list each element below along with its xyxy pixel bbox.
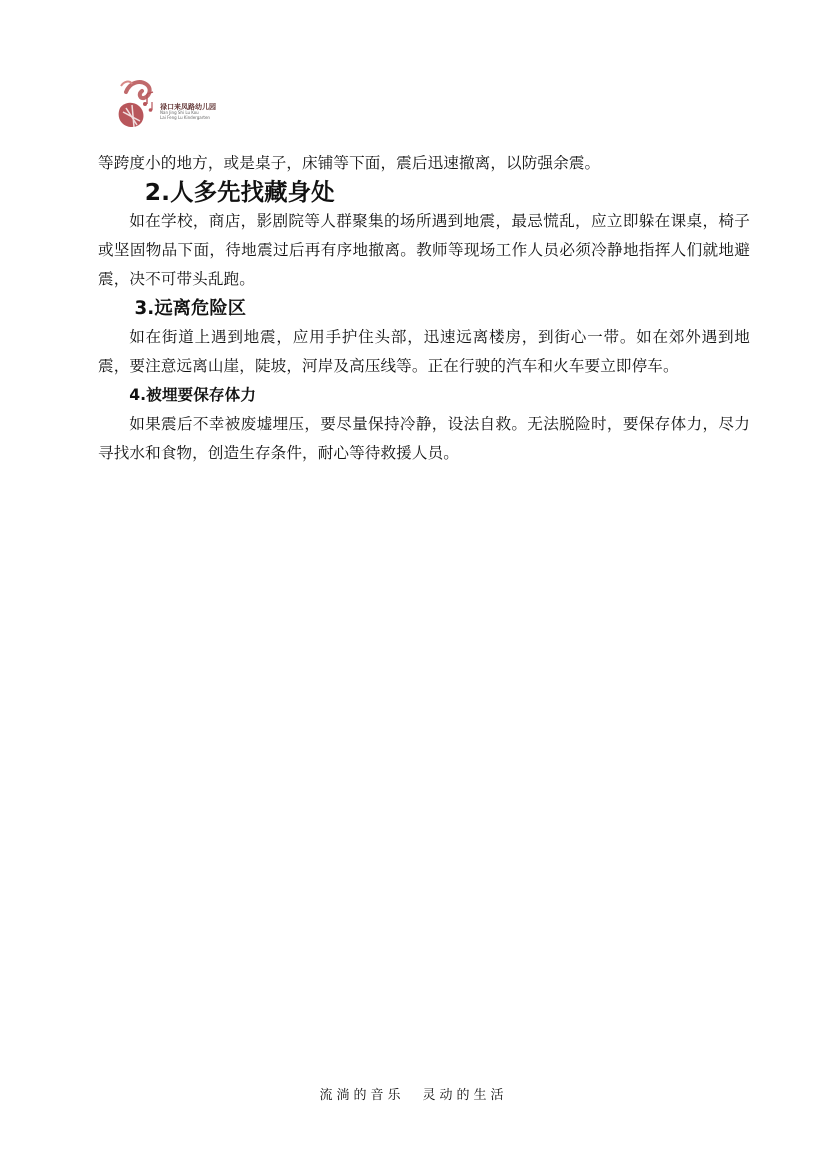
logo-name-cn: 禄口来凤路幼儿园 (160, 103, 216, 111)
heading-crowded-place: 2.人多先找藏身处 (144, 178, 335, 206)
logo-text-group (160, 104, 240, 120)
kindergarten-logo (112, 74, 232, 134)
footer-slogan-left: 流淌的音乐 (319, 1088, 405, 1103)
heading-save-strength: 4.被埋要保存体力 (129, 386, 257, 404)
paragraph-continuation: 等跨度小的地方，或是桌子，床铺等下面，震后迅速撤离，以防强余震。 (98, 154, 601, 172)
heading-danger-zone: 3.远离危险区 (134, 298, 247, 319)
logo-name-en-line2: Lai Feng Lu Kindergarten (160, 114, 210, 120)
page-footer (0, 1084, 827, 1103)
document-content (98, 149, 750, 468)
footer-slogan-right: 灵动的生活 (422, 1088, 508, 1103)
paragraph-danger-zone: 如在街道上遇到地震，应用手护住头部，迅速远离楼房，到街心一带。如在郊外遇到地震，要注意远离山崖，陡坡，河岸及高压线等。正在行驶的汽车和火车要立即停车。 (98, 328, 750, 375)
paragraph-save-strength: 如果震后不幸被废墟埋压，要尽量保持冷静，设法自救。无法脱险时，要保存体力，尽力寻找水和食物，创造生存条件，耐心等待救援人员。 (98, 415, 750, 462)
logo-name-en-line1: Nan Jing Shi Lu Kou (160, 110, 199, 116)
music-note-leaf-logo-icon (112, 74, 160, 130)
paragraph-crowded-place: 如在学校，商店，影剧院等人群聚集的场所遇到地震，最忌慌乱，应立即躲在课桌，椅子或坚固物品下面，待地震过后再有序地撤离。教师等现场工作人员必须冷静地指挥人们就地避震，决不可带头乱跑。 (98, 212, 750, 288)
